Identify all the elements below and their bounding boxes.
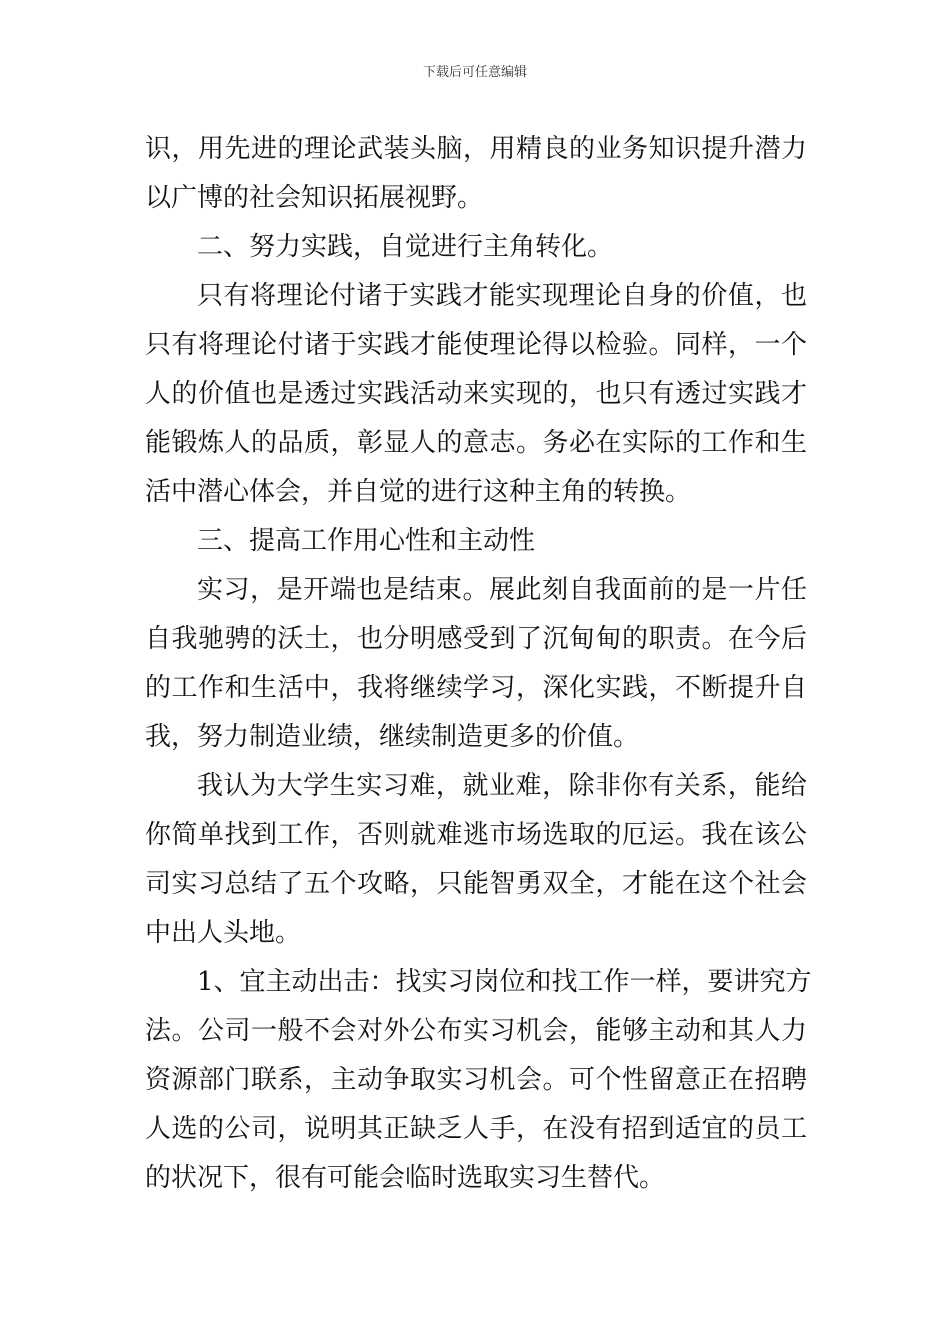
paragraph-line: 只有将理论付诸于实践才能实现理论自身的价值，也: [197, 281, 807, 311]
paragraph: [145, 958, 812, 1203]
paragraph-line: 的状况下，很有可能会临时选取实习生替代。: [145, 1163, 666, 1193]
paragraph: [145, 762, 807, 958]
page-header: 下载后可任意编辑: [422, 65, 527, 80]
paragraph-line: 以广博的社会知识拓展视野。: [145, 183, 484, 213]
paragraph-line: 人的价值也是透过实践活动来实现的，也只有透过实践才: [145, 379, 807, 409]
paragraph: [145, 272, 807, 517]
paragraph-line: 三、提高工作用心性和主动性: [197, 526, 536, 556]
paragraph-line: 实习，是开端也是结束。展此刻自我面前的是一片任: [197, 575, 807, 605]
paragraph-line: 1、宜主动出击：找实习岗位和找工作一样，要讲究方: [197, 967, 812, 997]
paragraph: [145, 517, 807, 566]
paragraph: [145, 566, 807, 762]
paragraph-line: 二、努力实践，自觉进行主角转化。: [197, 232, 614, 262]
paragraph-line: 我认为大学生实习难，就业难，除非你有关系，能给: [197, 771, 807, 801]
paragraph: [145, 125, 807, 223]
paragraph-line: 只有将理论付诸于实践才能使理论得以检验。同样，一个: [145, 330, 807, 360]
paragraph-line: 中出人头地。: [145, 918, 302, 948]
paragraph-line: 自我驰骋的沃土，也分明感受到了沉甸甸的职责。在今后: [145, 624, 807, 654]
paragraph-line: 人选的公司，说明其正缺乏人手，在没有招到适宜的员工: [145, 1114, 807, 1144]
paragraph-line: 能锻炼人的品质，彰显人的意志。务必在实际的工作和生: [145, 428, 807, 458]
paragraph: [145, 223, 807, 272]
paragraph-line: 法。公司一般不会对外公布实习机会，能够主动和其人力: [145, 1016, 807, 1046]
paragraph-line: 你简单找到工作，否则就难逃市场选取的厄运。我在该公: [145, 820, 807, 850]
paragraph-line: 活中潜心体会，并自觉的进行这种主角的转换。: [145, 477, 692, 507]
paragraph-line: 司实习总结了五个攻略，只能智勇双全，才能在这个社会: [145, 869, 807, 899]
paragraph-line: 的工作和生活中，我将继续学习，深化实践，不断提升自: [145, 673, 807, 703]
paragraph-line: 识，用先进的理论武装头脑，用精良的业务知识提升潜力: [145, 134, 807, 164]
paragraph-line: 资源部门联系，主动争取实习机会。可个性留意正在招聘: [145, 1065, 807, 1095]
paragraph-line: 我，努力制造业绩，继续制造更多的价值。: [145, 722, 640, 752]
document-body: [145, 125, 812, 1203]
